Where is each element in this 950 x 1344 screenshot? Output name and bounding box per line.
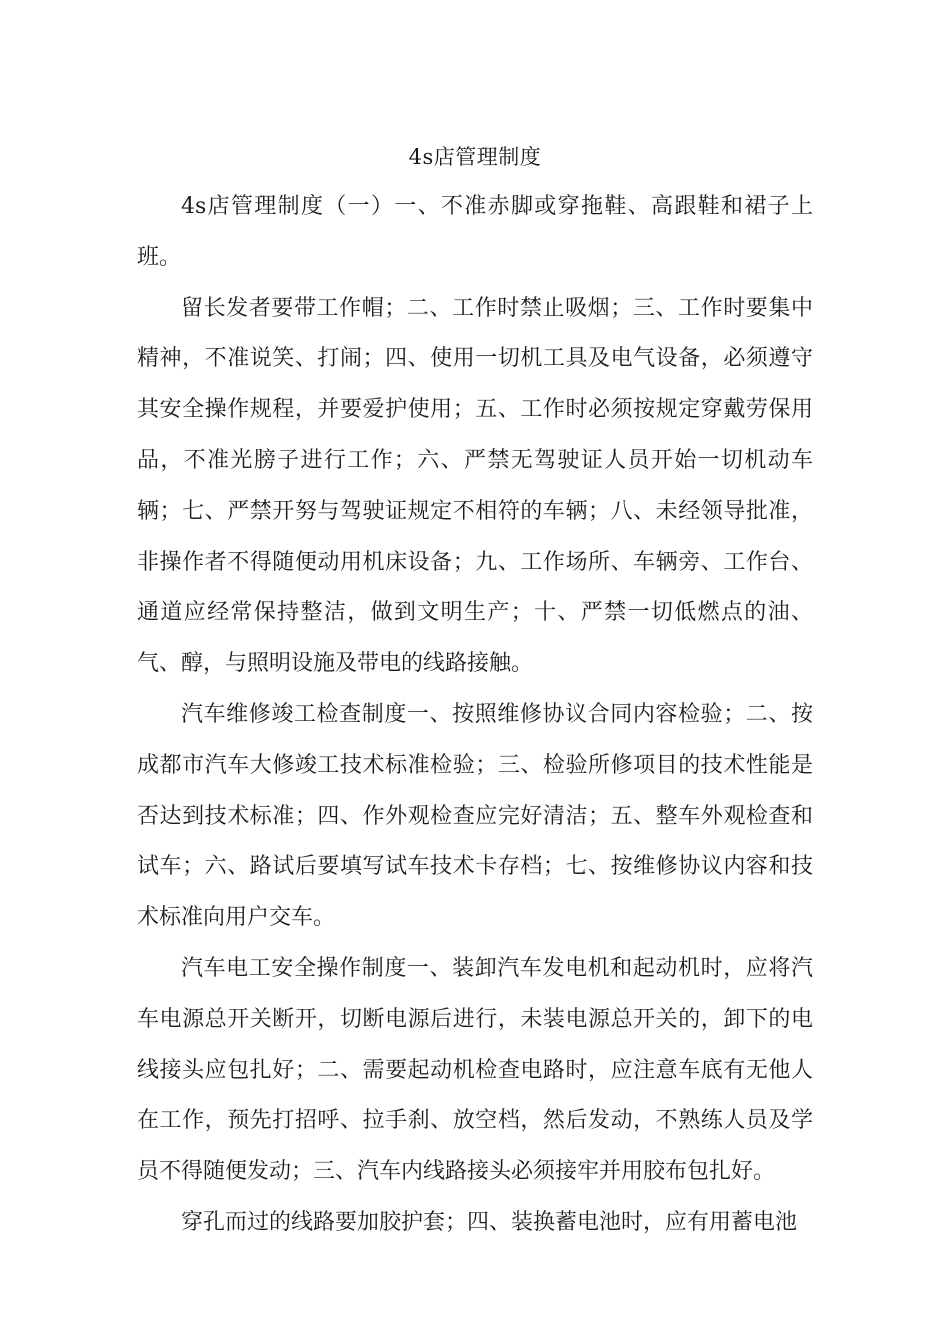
- document-title: 4s店管理制度: [408, 145, 542, 169]
- paragraph-1: 4s店管理制度（一）一、不准赤脚或穿拖鞋、高跟鞋和裙子上班。: [137, 194, 813, 270]
- paragraph-3: 汽车维修竣工检查制度一、按照维修协议合同内容检验；二、按成都市汽车大修竣工技术标准检验；三、检验所修项目的技术性能是否达到技术标准；四、作外观检查应完好清洁；五、整车外观检查和试车；六、路试后要填写试车技术卡存档；七、按维修协议内容和技术标准向用户交车。: [137, 701, 813, 931]
- paragraph-4: 汽车电工安全操作制度一、装卸汽车发电机和起动机时，应将汽车电源总开关断开，切断电源后进行，未装电源总开关的，卸下的电线接头应包扎好；二、需要起动机检查电路时，应注意车底有无他人在工作，预先打招呼、拉手刹、放空档，然后发动，不熟练人员及学员不得随便发动；三、汽车内线路接头必须接牢并用胶布包扎好。: [137, 955, 813, 1185]
- paragraph-5: 穿孔而过的线路要加胶护套；四、装换蓄电池时，应有用蓄电池: [181, 1209, 798, 1235]
- paragraph-2: 留长发者要带工作帽；二、工作时禁止吸烟；三、工作时要集中精神，不准说笑、打闹；四、使用一切机工具及电气设备，必须遵守其安全操作规程，并要爱护使用；五、工作时必须按规定穿戴劳保用品，不准光膀子进行工作；六、严禁无驾驶证人员开始一切机动车辆；七、严禁开努与驾驶证规定不相符的车辆；八、未经领导批准，非操作者不得随便动用机床设备；九、工作场所、车辆旁、工作台、通道应经常保持整洁，做到文明生产；十、严禁一切低燃点的油、气、醇，与照明设施及带电的线路接触。: [137, 295, 813, 677]
- document-body: [137, 182, 813, 1249]
